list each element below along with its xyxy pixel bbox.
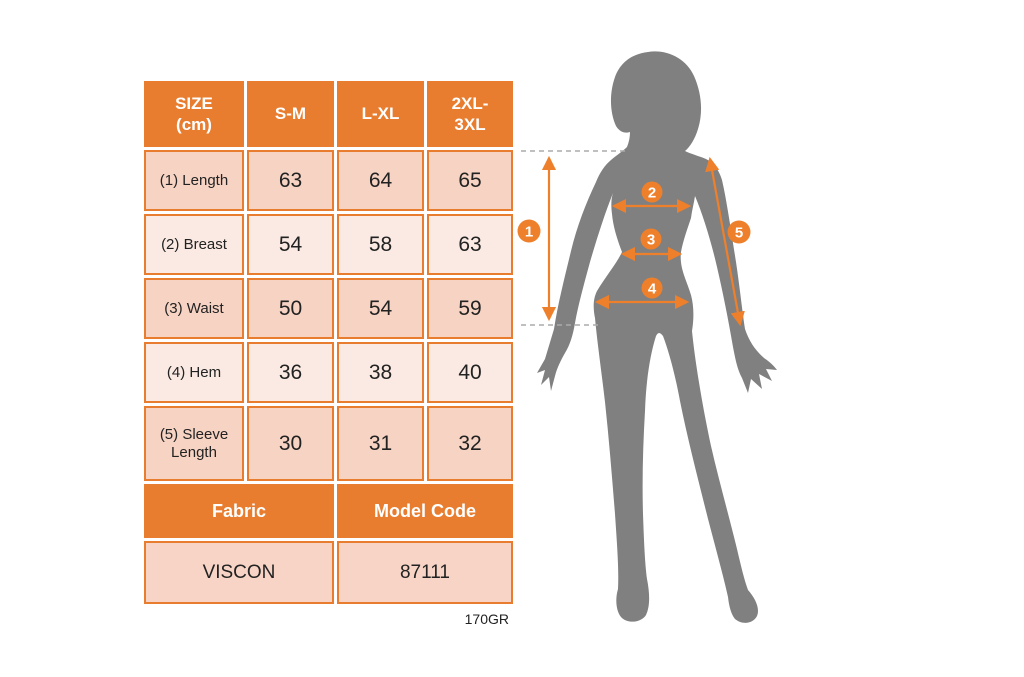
marker-4-number: 4 (647, 280, 657, 298)
table-footer-header-row (144, 484, 513, 538)
table-footer-value-row (144, 541, 513, 604)
breast-2xl-3xl: 63 (427, 214, 513, 275)
fabric-header-cell: Fabric (144, 484, 334, 538)
header-cell-2xl-3xl: 2XL-3XL (427, 81, 513, 147)
marker-3-number: 3 (646, 231, 656, 249)
table-row-waist (144, 278, 513, 339)
table-row-hem (144, 342, 513, 403)
figure-svg (498, 42, 798, 637)
length-2xl-3xl: 65 (427, 150, 513, 211)
length-s-m: 63 (247, 150, 334, 211)
header-cell-l-xl: L-XL (337, 81, 424, 147)
marker-2-number: 2 (647, 184, 657, 202)
model-code-header-cell: Model Code (337, 484, 513, 538)
table-row-length (144, 150, 513, 211)
hem-2xl-3xl: 40 (427, 342, 513, 403)
breast-l-xl: 58 (337, 214, 424, 275)
measurement-figure (498, 42, 798, 637)
header-cell-size: SIZE (cm) (144, 81, 244, 147)
size-chart (141, 78, 516, 607)
length-l-xl: 64 (337, 150, 424, 211)
table-row-sleeve-length (144, 406, 513, 481)
size-table (141, 78, 516, 607)
row-label-waist: (3) Waist (144, 278, 244, 339)
marker-5 (728, 221, 751, 244)
waist-s-m: 50 (247, 278, 334, 339)
row-label-length: (1) Length (144, 150, 244, 211)
breast-s-m: 54 (247, 214, 334, 275)
fabric-value-cell: VISCON (144, 541, 334, 604)
waist-l-xl: 54 (337, 278, 424, 339)
sleeve-l-xl: 31 (337, 406, 424, 481)
row-label-hem: (4) Hem (144, 342, 244, 403)
marker-1 (518, 220, 541, 243)
marker-1-number: 1 (524, 223, 534, 241)
row-label-sleeve-length: (5) Sleeve Length (144, 406, 244, 481)
weight-note: 170GR (464, 611, 509, 627)
model-code-value-cell: 87111 (337, 541, 513, 604)
marker-5-number: 5 (734, 224, 744, 242)
woman-silhouette-image (537, 51, 777, 622)
row-label-breast: (2) Breast (144, 214, 244, 275)
sleeve-s-m: 30 (247, 406, 334, 481)
marker-4 (642, 278, 663, 299)
hem-s-m: 36 (247, 342, 334, 403)
hem-l-xl: 38 (337, 342, 424, 403)
table-header-row (144, 81, 513, 147)
header-cell-s-m: S-M (247, 81, 334, 147)
sleeve-2xl-3xl: 32 (427, 406, 513, 481)
waist-2xl-3xl: 59 (427, 278, 513, 339)
marker-2 (642, 182, 663, 203)
table-row-breast (144, 214, 513, 275)
marker-3 (641, 229, 662, 250)
